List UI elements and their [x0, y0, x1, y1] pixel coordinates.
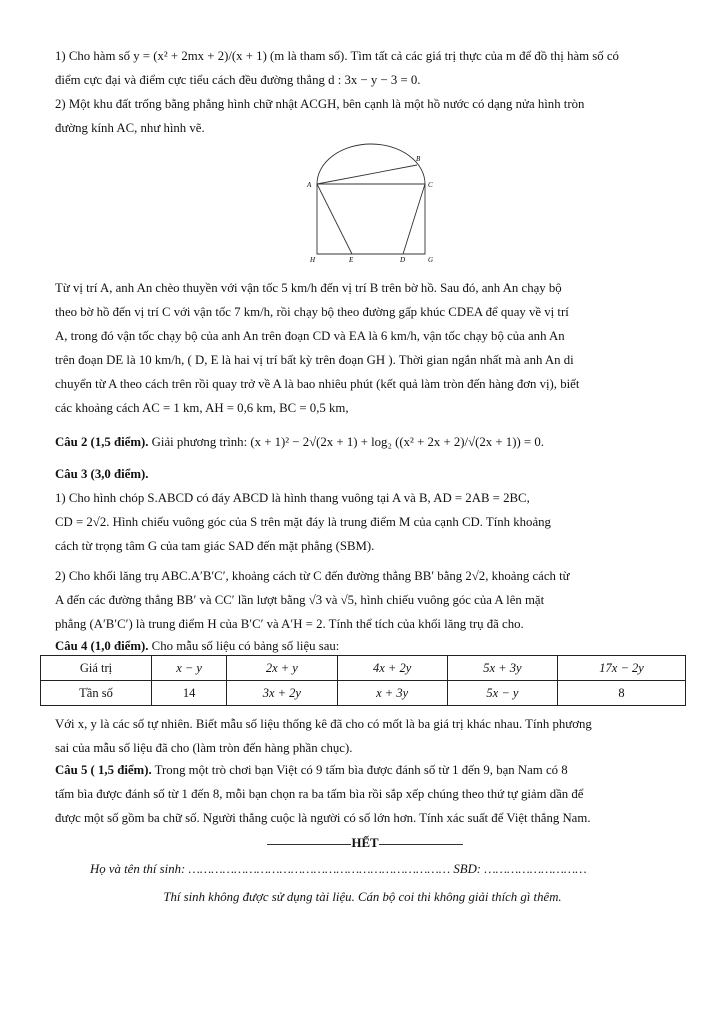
q3-line-4: 2) Cho khối lăng trụ ABC.A′B′C′, khoảng cách từ C đến đường thẳng BB′ bằng 2√2, khoảng cách từ [55, 569, 570, 583]
q3-line-2: CD = 2√2. Hình chiếu vuông góc của S trên mặt đáy là trung điểm M của cạnh CD. Tính khoảng [55, 515, 551, 529]
table-row-frequency [41, 681, 686, 706]
table-cell: 14 [152, 681, 227, 706]
q4-after-line-1: Với x, y là các số tự nhiên. Biết mẫu số liệu thống kê đã cho có mốt là ba giá trị khác nhau. Tính phương [55, 717, 592, 731]
table-cell: 3x + 2y [227, 681, 337, 706]
label-b: B [416, 155, 421, 163]
row-header-frequency: Tần số [41, 681, 152, 706]
q3-line-6: phẳng (A′B′C′) là trung điểm H của B′C′ và A′H = 2. Tính thể tích của khối lăng trụ đã cho. [55, 617, 524, 631]
path-cdea [317, 184, 425, 254]
table-cell: x + 3y [337, 681, 447, 706]
table-cell: x − y [152, 656, 227, 681]
table-cell: 8 [558, 681, 686, 706]
q5-line-2: tấm bìa được đánh số từ 1 đến 8, mỗi bạn chọn ra ba tấm bìa rồi sắp xếp chúng theo thứ tự giảm dần để [55, 787, 584, 801]
q5-first: Trong một trò chơi bạn Việt có 9 tấm bìa được đánh số từ 1 đến 9, bạn Nam có 8 [151, 763, 568, 777]
label-d: D [400, 256, 406, 264]
frequency-table [40, 655, 686, 706]
label-c: C [428, 181, 433, 189]
q2-title: Câu 2 (1,5 điểm). [55, 435, 149, 449]
part1-line-4: đường kính AC, như hình vẽ. [55, 121, 205, 135]
table-row-values [41, 656, 686, 681]
q3-line-1: 1) Cho hình chóp S.ABCD có đáy ABCD là hình thang vuông tại A và B, AD = 2AB = 2BC, [55, 491, 530, 505]
rectangle-land [317, 184, 425, 254]
q3-line-3: cách từ trọng tâm G của tam giác SAD đến mặt phẳng (SBM). [55, 539, 375, 553]
table-cell: 17x − 2y [558, 656, 686, 681]
table-cell: 5x − y [447, 681, 557, 706]
part2-line-6: các khoảng cách AC = 1 km, AH = 0,6 km, BC = 0,5 km, [55, 401, 349, 415]
label-a: A [307, 181, 312, 189]
end-marker [245, 836, 485, 851]
q5-line-1 [55, 758, 685, 782]
candidate-line: Họ và tên thí sinh: …………………………………………………………… SBD: ……………………… [90, 862, 587, 876]
q2-line [55, 430, 685, 454]
q3-title: Câu 3 (3,0 điểm). [55, 467, 149, 481]
part2-line-2: theo bờ hồ đến vị trí C với vận tốc 7 km/h, rồi chạy bộ theo đường gấp khúc CDEA để quay về vị trí [55, 305, 569, 319]
q5-line-3: được một số gồm ba chữ số. Người thắng cuộc là người có số lớn hơn. Tính xác suất để Việt thắng Nam. [55, 811, 591, 825]
label-e: E [349, 256, 354, 264]
q4-title: Câu 4 (1,0 điểm). [55, 639, 149, 653]
q4-after-line-2: sai của mẫu số liệu đã cho (làm tròn đến hàng phần chục). [55, 741, 353, 755]
part1-line-1: 1) Cho hàm số y = (x² + 2mx + 2)/(x + 1) (m là tham số). Tìm tất cả các giá trị thực của m để đồ thị hàm số có [55, 49, 619, 63]
lake-land-figure [305, 140, 437, 264]
part2-line-1: Từ vị trí A, anh An chèo thuyền với vận tốc 5 km/h đến vị trí B trên bờ hồ. Sau đó, anh An chạy bộ [55, 281, 562, 295]
label-g: G [428, 256, 434, 264]
part2-line-4: trên đoạn DE là 10 km/h, ( D, E là hai vị trí bất kỳ trên đoạn GH ). Thời gian ngắn nhất mà anh An di [55, 353, 574, 367]
table-cell: 4x + 2y [337, 656, 447, 681]
part2-line-3: A, trong đó vận tốc chạy bộ của anh An trên đoạn CD và EA là 6 km/h, vận tốc chạy bộ của anh An [55, 329, 565, 343]
end-line-left [267, 844, 351, 845]
semicircle-lake [317, 144, 425, 184]
q5-title: Câu 5 ( 1,5 điểm). [55, 763, 152, 777]
label-h: H [310, 256, 316, 264]
part1-line-3: 2) Một khu đất trống bằng phẳng hình chữ nhật ACGH, bên cạnh là một hồ nước có dạng nửa hình tròn [55, 97, 585, 111]
part1-line-2: điểm cực đại và điểm cực tiểu cách đều đường thẳng d : 3x − y − 3 = 0. [55, 73, 421, 87]
table-cell: 5x + 3y [447, 656, 557, 681]
q2-text: Giải phương trình: (x + 1)² − 2√(2x + 1) + log₂ ((x² + 2x + 2)/√(2x + 1)) = 0. [148, 435, 544, 449]
end-text: HẾT [351, 836, 379, 850]
part2-line-5: chuyển từ A theo cách trên rồi quay trở về A là bao nhiêu phút (kết quả làm tròn đến hàng đơn vị), biết [55, 377, 580, 391]
table-cell: 2x + y [227, 656, 337, 681]
row-header-values: Giá trị [41, 656, 152, 681]
segment-ab [317, 165, 417, 184]
end-line-right [379, 844, 463, 845]
q3-line-5: A đến các đường thẳng BB′ và CC′ lần lượt bằng √3 và √5, hình chiếu vuông góc của A lên mặt [55, 593, 545, 607]
q4-intro: Cho mẫu số liệu có bảng số liệu sau: [148, 639, 340, 653]
exam-note: Thí sinh không được sử dụng tài liệu. Cán bộ coi thi không giải thích gì thêm. [163, 890, 562, 904]
